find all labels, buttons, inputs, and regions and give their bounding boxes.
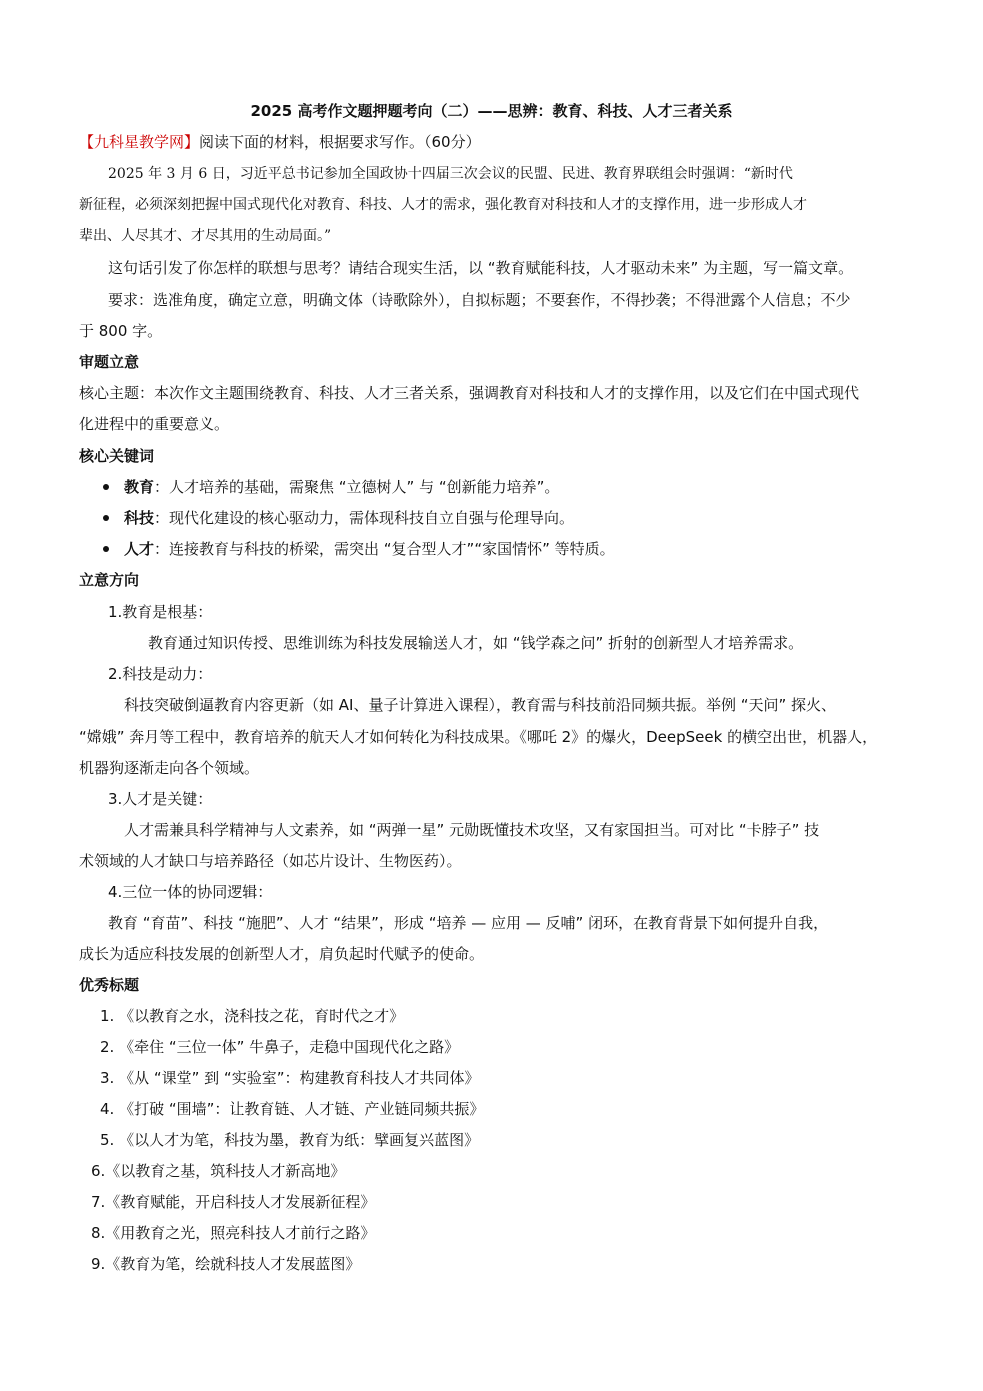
title-item: 3. 《从 “课堂” 到 “实验室”：构建教育科技人才共同体》 [100, 1069, 480, 1087]
title-item: 6.《以教育之基，筑科技人才新高地》 [91, 1162, 346, 1180]
title-item: 5. 《以人才为笔，科技为墨，教育为纸：擘画复兴蓝图》 [100, 1131, 480, 1149]
shenti-line-2: 化进程中的重要意义。 [79, 415, 230, 433]
direction-2-line-3: 机器狗逐渐走向各个领域。 [79, 759, 260, 777]
direction-3-line-1: 人才需兼具科学精神与人文素养，如 “两弹一星” 元勋既懂技术攻坚，又有家国担当。可对比 “卡脖子” 技 [124, 821, 820, 839]
keyword-term: 人才 [124, 540, 155, 558]
direction-4-line-1: 教育 “育苗”、科技 “施肥”、人才 “结果”，形成 “培养 — 应用 — 反哺” 闭环，在教育背景下如何提升自我， [108, 914, 829, 932]
title-item: 9.《教育为笔，绘就科技人才发展蓝图》 [91, 1255, 361, 1273]
direction-2-title: 2.科技是动力： [108, 665, 213, 683]
material-line-3: 辈出、人尽其才、才尽其用的生动局面。” [79, 228, 332, 244]
keyword-item-technology [124, 508, 574, 528]
bullet-icon [103, 484, 109, 490]
bullet-icon [103, 546, 109, 552]
direction-3-line-2: 术领域的人才缺口与培养路径（如芯片设计、生物医药）。 [79, 852, 462, 870]
section-heading-shenti: 审题立意 [79, 353, 140, 371]
title-item: 4. 《打破 “围墙”：让教育链、人才链、产业链同频共振》 [100, 1100, 485, 1118]
prompt-text: 这句话引发了你怎样的联想与思考？请结合现实生活，以 “教育赋能科技，人才驱动未来” 为主题，写一篇文章。 [108, 259, 854, 277]
section-heading-keywords: 核心关键词 [79, 447, 155, 465]
title-item: 8.《用教育之光，照亮科技人才前行之路》 [91, 1224, 376, 1242]
keyword-desc: ：人才培养的基础，需聚焦 “立德树人” 与 “创新能力培养”。 [154, 478, 560, 496]
title-item: 1. 《以教育之水，浇科技之花，育时代之才》 [100, 1007, 405, 1025]
direction-4-line-2: 成长为适应科技发展的创新型人才，肩负起时代赋予的使命。 [79, 945, 485, 963]
direction-1-title: 1.教育是根基： [108, 603, 213, 621]
shenti-line-1: 核心主题：本次作文主题围绕教育、科技、人才三者关系，强调教育对科技和人才的支撑作用，以及它们在中国式现代 [79, 384, 860, 402]
document-title: 2025 高考作文题押题考向（二）——思辨：教育、科技、人才三者关系 [250, 102, 733, 120]
source-tag: 【九科星教学网】 [79, 133, 200, 151]
keyword-term: 科技 [124, 509, 155, 527]
bullet-icon [103, 515, 109, 521]
keyword-desc: ：连接教育与科技的桥梁，需突出 “复合型人才”“家国情怀” 等特质。 [154, 540, 615, 558]
direction-2-line-1: 科技突破倒逼教育内容更新（如 AI、量子计算进入课程），教育需与科技前沿同频共振。举例 “天问” 探火、 [124, 696, 837, 714]
keyword-item-education [124, 477, 559, 497]
keyword-item-talent [124, 539, 615, 559]
intro-line [79, 132, 481, 152]
direction-3-title: 3.人才是关键： [108, 790, 213, 808]
requirement-line-1: 要求：选准角度，确定立意，明确文体（诗歌除外），自拟标题；不要套作，不得抄袭；不得泄露个人信息；不少 [108, 291, 851, 309]
requirement-line-2: 于 800 字。 [79, 322, 163, 340]
title-item: 7.《教育赋能，开启科技人才发展新征程》 [91, 1193, 376, 1211]
section-heading-titles: 优秀标题 [79, 976, 140, 994]
keyword-desc: ：现代化建设的核心驱动力，需体现科技自立自强与伦理导向。 [154, 509, 575, 527]
direction-1-body: 教育通过知识传授、思维训练为科技发展输送人才，如 “钱学森之问” 折射的创新型人才培养需求。 [148, 634, 804, 652]
title-item: 2. 《牵住 “三位一体” 牛鼻子，走稳中国现代化之路》 [100, 1038, 460, 1056]
keyword-term: 教育 [124, 478, 155, 496]
material-line-1: 2025 年 3 月 6 日，习近平总书记参加全国政协十四届三次会议的民盟、民进、教育界联组会时强调：“新时代 [108, 166, 793, 182]
direction-2-line-2: “嫦娥” 奔月等工程中，教育培养的航天人才如何转化为科技成果。《哪吒 2》的爆火，DeepSeek 的横空出世，机器人， [79, 728, 878, 746]
instruction-text: 阅读下面的材料，根据要求写作。（60分） [199, 133, 481, 151]
section-heading-directions: 立意方向 [79, 571, 140, 589]
material-line-2: 新征程，必须深刻把握中国式现代化对教育、科技、人才的需求，强化教育对科技和人才的支撑作用，进一步形成人才 [79, 197, 807, 213]
direction-4-title: 4.三位一体的协同逻辑： [108, 883, 273, 901]
